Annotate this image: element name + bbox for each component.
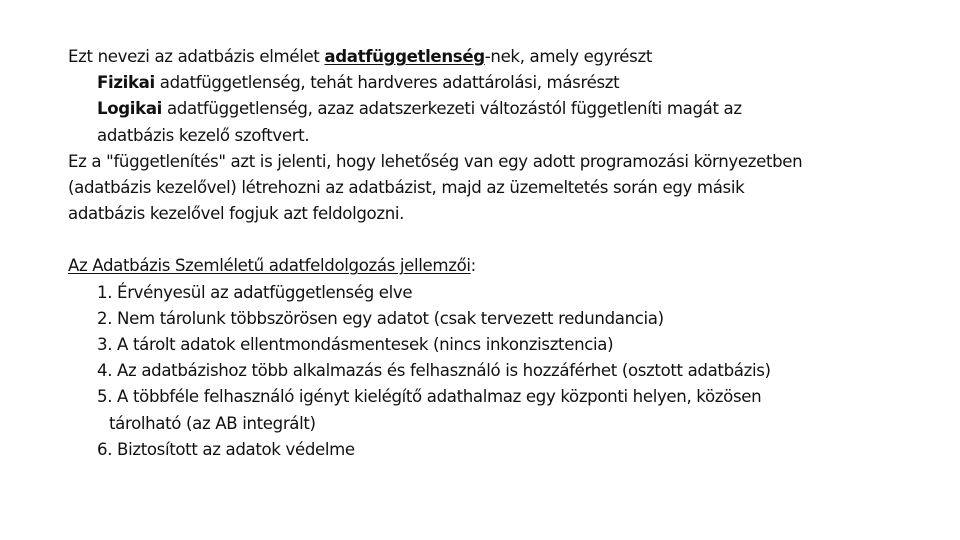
intro-line: [68, 44, 938, 70]
intro-text-pre: Ezt nevezi az adatbázis elmélet: [68, 47, 325, 66]
feature-item-6: 6. Biztosított az adatok védelme: [97, 439, 355, 459]
intro-text-post: -nek, amely egyrészt: [484, 47, 652, 66]
explanation-line-1: Ez a "függetlenítés" azt is jelenti, hogy lehetőség van egy adott programozási környezetben: [68, 151, 803, 171]
feature-item-1: 1. Érvényesül az adatfüggetlenség elve: [97, 282, 413, 302]
feature-item-5: 5. A többféle felhasználó igényt kielégítő adathalmaz egy központi helyen, közösen: [97, 387, 762, 407]
adatfuggetlenseg-term: adatfüggetlenség: [324, 47, 485, 66]
feature-item-3: 3. A tárolt adatok ellentmondásmentesek (nincs inkonzisztencia): [97, 335, 614, 355]
feature-item-2: 2. Nem tárolunk többszörösen egy adatot (csak tervezett redundancia): [97, 308, 664, 328]
explanation-line-3: adatbázis kezelővel fogjuk azt feldolgozni.: [68, 204, 405, 224]
logical-term: Logikai: [97, 99, 163, 119]
features-heading-text: Az Adatbázis Szemléletű adatfeldolgozás jellemzői: [68, 256, 471, 276]
physical-independence-line: [68, 70, 938, 96]
slide-body: [68, 44, 938, 463]
paragraph-gap: [68, 227, 938, 253]
physical-term: Fizikai: [97, 73, 155, 93]
physical-text: adatfüggetlenség, tehát hardveres adattárolási, másrészt: [154, 73, 620, 93]
features-heading: [68, 253, 938, 279]
explanation-line-2: (adatbázis kezelővel) létrehozni az adatbázist, majd az üzemeltetés során egy másik: [68, 178, 745, 198]
logical-independence-continuation: adatbázis kezelő szoftvert.: [97, 125, 310, 145]
features-heading-colon: :: [470, 256, 476, 276]
feature-item-4: 4. Az adatbázishoz több alkalmazás és felhasználó is hozzáférhet (osztott adatbázis): [97, 361, 771, 381]
feature-item-5-continuation: tárolható (az AB integrált): [109, 413, 316, 433]
logical-independence-line: [68, 96, 938, 122]
logical-text: adatfüggetlenség, azaz adatszerkezeti változástól függetleníti magát az: [162, 99, 742, 119]
